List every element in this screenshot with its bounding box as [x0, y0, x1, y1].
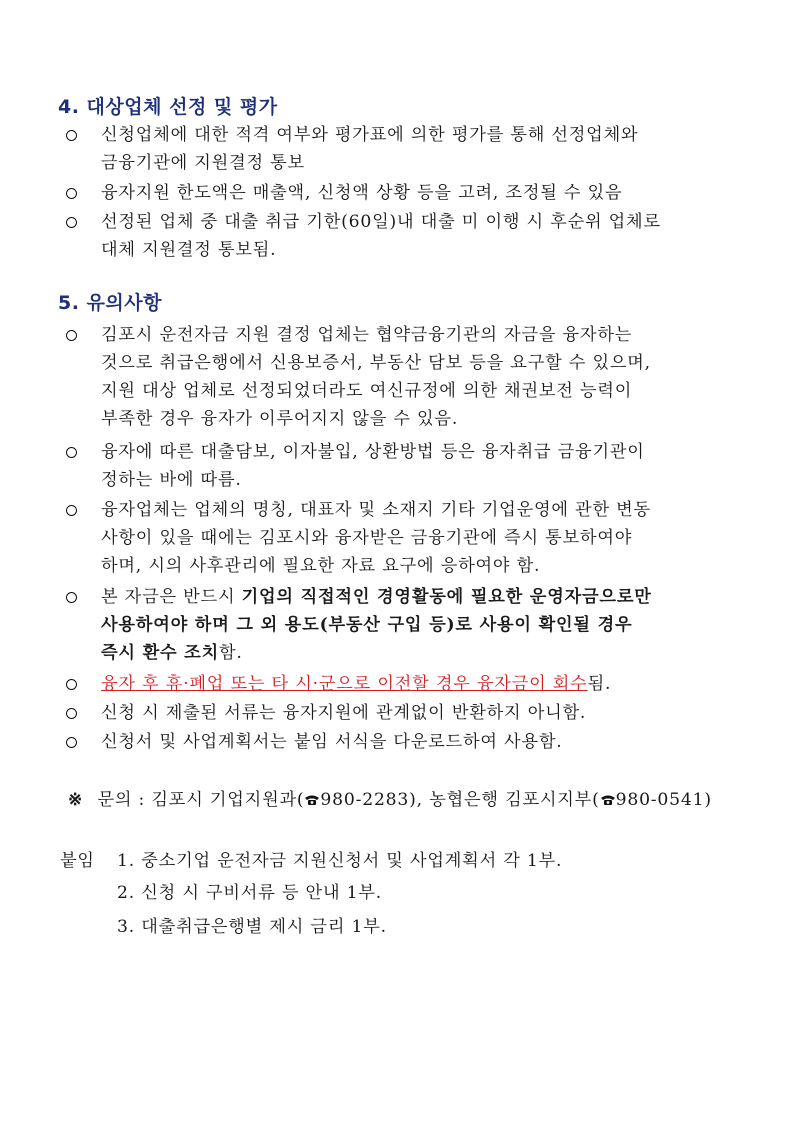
plain-text: 함. [219, 643, 243, 663]
bullet-text: 대체 지원결정 통보됨. [101, 240, 277, 260]
hollow-circle-bullet-icon [66, 592, 77, 603]
hollow-circle-bullet-icon [66, 505, 77, 516]
hollow-circle-bullet-icon [66, 330, 77, 341]
bullet-text: 것으로 취급은행에서 신용보증서, 부동산 담보 등을 요구할 수 있으며, [101, 353, 651, 373]
contact-line [68, 787, 712, 813]
bullet-text [101, 584, 652, 610]
warning-text: 융자 후 휴·폐업 또는 타 시·군으로 이전할 경우 융자금이 회수 [101, 674, 588, 694]
bullet-text: 김포시 운전자금 지원 결정 업체는 협약금융기관의 자금을 융자하는 [101, 325, 633, 345]
bullet-text: 하며, 시의 사후관리에 필요한 자료 요구에 응하여야 함. [101, 556, 541, 576]
bullet-text [101, 640, 243, 666]
bullet-text: 사항이 있을 때에는 김포시와 융자받은 금융기관에 즉시 통보하여야 [101, 528, 633, 548]
plain-text: 됨. [587, 674, 612, 694]
bullet-text: 신청업체에 대한 적격 여부와 평가표에 의한 평가를 통해 선정업체와 [101, 125, 639, 145]
bullet-item [66, 497, 756, 581]
reference-mark: ※ [68, 790, 84, 810]
bullet-item [66, 180, 756, 206]
bullet-text: 지원 대상 업체로 선정되었더라도 여신규정에 의한 채권보전 능력이 [101, 381, 633, 401]
bullet-text: 융자에 따른 대출담보, 이자불입, 상환방법 등은 융자취급 금융기관이 [101, 442, 645, 462]
bullet-text: 부족한 경우 융자가 이루어지지 않을 수 있음. [101, 409, 459, 429]
attachment-item: 2. 신청 시 구비서류 등 안내 1부. [117, 883, 383, 903]
telephone-icon [600, 794, 616, 806]
bullet-text [101, 671, 611, 697]
bullet-item [66, 439, 756, 495]
bullet-item [66, 322, 756, 434]
contact-text: 문의 : 김포시 기업지원과( [97, 790, 305, 810]
bullet-text: 융자업체는 업체의 명칭, 대표자 및 소재지 기타 기업운영에 관한 변동 [101, 500, 651, 520]
telephone-icon [304, 794, 320, 806]
contact-text: ), 농협은행 김포시지부( [409, 790, 600, 810]
section-5-heading: 5. 유의사항 [58, 292, 162, 314]
attachment-item: 3. 대출취급은행별 제시 금리 1부. [117, 917, 387, 937]
attachments-label: 붙임 [60, 851, 95, 871]
emphasis-text: 사용하여야 하며 그 외 용도(부동산 구입 등)로 사용이 확인될 경우 [101, 615, 633, 635]
section-4-heading: 4. 대상업체 선정 및 평가 [58, 96, 278, 118]
bullet-item [66, 122, 756, 174]
hollow-circle-bullet-icon [66, 679, 77, 690]
hollow-circle-bullet-icon [66, 447, 77, 458]
phone-number: 980-0541 [615, 790, 705, 810]
hollow-circle-bullet-icon [66, 708, 77, 719]
bullet-item [66, 729, 756, 755]
bullet-text: 선정된 업체 중 대출 취급 기한(60일)내 대출 미 이행 시 후순위 업체로 [101, 212, 661, 232]
bullet-item [66, 584, 756, 668]
emphasis-text: 기업의 직접적인 경영활동에 필요한 운영자금으로만 [241, 587, 652, 607]
bullet-text: 신청 시 제출된 서류는 융자지원에 관계없이 반환하지 아니함. [101, 703, 587, 723]
attachment-item: 1. 중소기업 운전자금 지원신청서 및 사업계획서 각 1부. [117, 851, 563, 871]
bullet-item [66, 700, 756, 726]
bullet-text: 신청서 및 사업계획서는 붙임 서식을 다운로드하여 사용함. [101, 732, 563, 752]
plain-text: 본 자금은 반드시 [101, 587, 242, 607]
hollow-circle-bullet-icon [66, 737, 77, 748]
bullet-text: 정하는 바에 따름. [101, 470, 242, 490]
bullet-text: 융자지원 한도액은 매출액, 신청액 상황 등을 고려, 조정될 수 있음 [101, 183, 623, 203]
bullet-item [66, 209, 756, 261]
hollow-circle-bullet-icon [66, 130, 77, 141]
emphasis-text: 즉시 환수 조치 [101, 643, 219, 663]
bullet-text: 금융기관에 지원결정 통보 [101, 153, 305, 173]
contact-text: ) [704, 790, 712, 810]
phone-number: 980-2283 [320, 790, 410, 810]
bullet-item [66, 671, 756, 697]
hollow-circle-bullet-icon [66, 217, 77, 228]
hollow-circle-bullet-icon [66, 188, 77, 199]
